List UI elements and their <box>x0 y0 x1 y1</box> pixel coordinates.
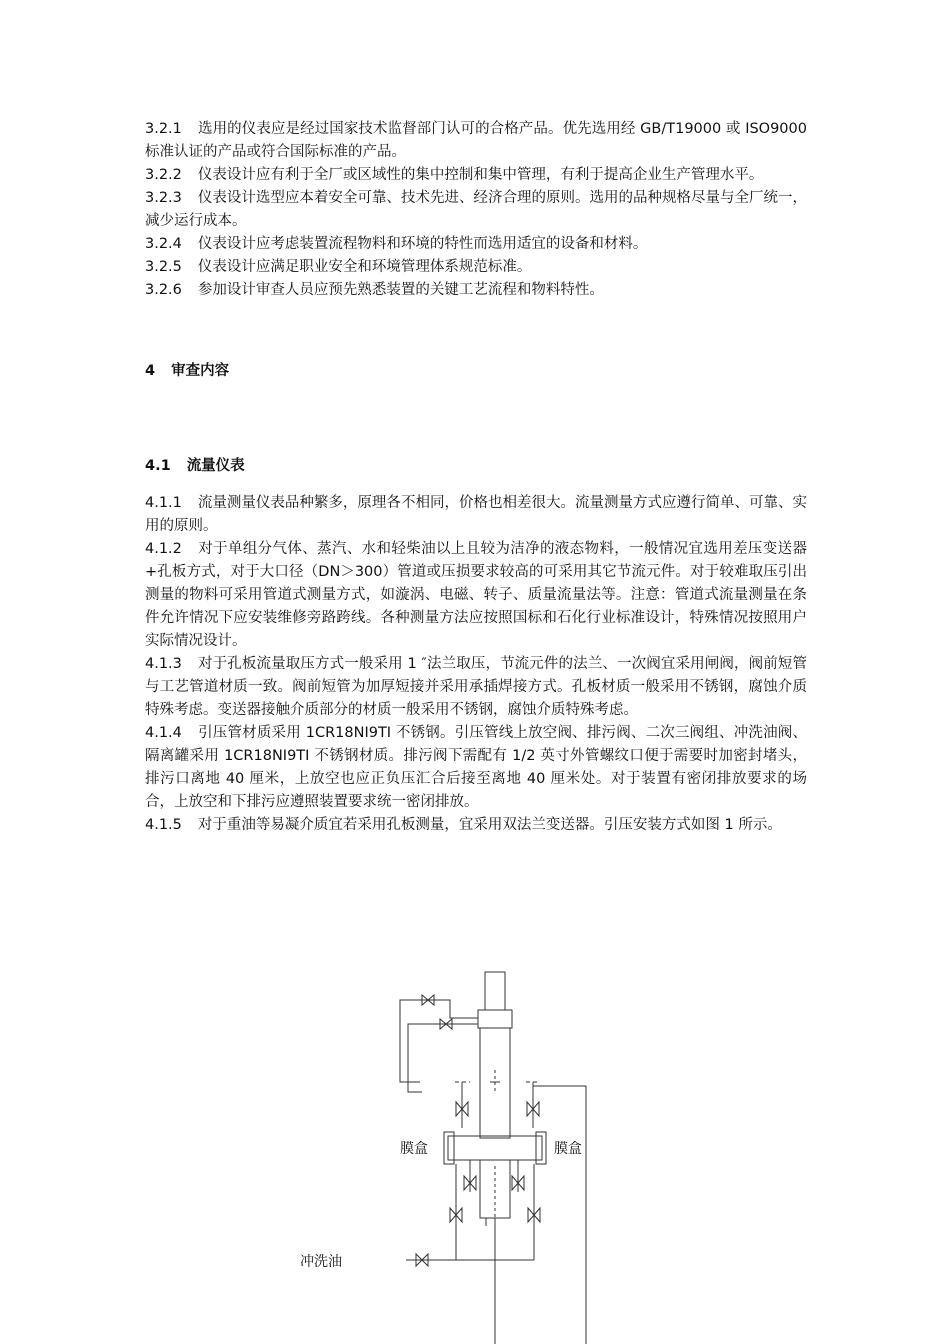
spacer <box>145 397 807 420</box>
capsule-right-label: 膜盒 <box>554 1141 582 1157</box>
capsule-left-label: 膜盒 <box>400 1141 428 1157</box>
spacer <box>145 302 807 325</box>
clause-number: 4.1.1 <box>145 495 182 511</box>
right-long-line <box>533 1086 586 1344</box>
clause-3-2-3 <box>145 187 807 233</box>
piping-diagram-svg <box>290 970 610 1344</box>
clause-3-2-5 <box>145 256 807 279</box>
clause-number: 4.1.2 <box>145 541 182 557</box>
flange-bar <box>448 1136 542 1160</box>
left-capsule <box>444 1132 454 1164</box>
clause-text: 选用的仪表应是经过国家技术监督部门认可的合格产品。优先选用经 GB/T19000 或 ISO9000 标准认证的产品或符合国际标准的产品。 <box>145 121 807 160</box>
section-title: 流量仪表 <box>186 457 245 474</box>
clause-text: 对于孔板流量取压方式一般采用 1 ″法兰取压，节流元件的法兰、一次阀宜采用闸阀，阀前短管与工艺管道材质一致。阀前短管为加厚短接并采用承插焊接方式。孔板材质一般采用不锈钢，腐蚀介质特殊考虑。变送器接触介质部分的材质一般采用不锈钢，腐蚀介质特殊考虑。 <box>145 656 807 718</box>
clause-text: 仪表设计应有利于全厂或区域性的集中控制和集中管理，有利于提高企业生产管理水平。 <box>197 167 764 183</box>
clause-text: 参加设计审查人员应预先熟悉装置的关键工艺流程和物料特性。 <box>197 282 604 298</box>
clause-text: 流量测量仪表品种繁多，原理各不相同，价格也相差很大。流量测量方式应遵行简单、可靠、实用的原则。 <box>145 495 807 534</box>
section-heading-4-1 <box>145 455 807 478</box>
clause-3-2-1 <box>145 118 807 164</box>
clause-3-2-2 <box>145 164 807 187</box>
clause-text: 引压管材质采用 1CR18NI9TI 不锈钢。引压管线上放空阀、排污阀、二次三阀组、冲洗油阀、隔离罐采用 1CR18NI9TI 不锈钢材质。排污阀下需配有 1/2 英寸外管螺纹口便于需要时加密封堵头，排污口离地 40 厘米，上放空也应正负压汇合后接至离地 40 厘米处。对于装置有密闭排放要求的场合，上放空和下排污应遵照装置要求统一密闭排放。 <box>145 725 807 810</box>
clause-number: 3.2.1 <box>145 121 182 137</box>
clause-number: 4.1.5 <box>145 817 182 833</box>
clause-number: 4.1.4 <box>145 725 182 741</box>
section-number: 4.1 <box>145 457 171 474</box>
clause-number: 4.1.3 <box>145 656 182 672</box>
transmitter-head <box>478 1010 512 1028</box>
pipe-top-section <box>485 972 505 1010</box>
clause-text: 仪表设计选型应本着安全可靠、技术先进、经济合理的原则。选用的品种规格尽量与全厂统一，减少运行成本。 <box>145 190 807 229</box>
clause-text: 仪表设计应考虑装置流程物料和环境的特性而选用适宜的设备和材料。 <box>197 236 648 252</box>
section-heading-4 <box>145 360 807 383</box>
clause-text: 仪表设计应满足职业安全和环境管理体系规范标准。 <box>197 259 532 275</box>
flush-oil-label: 冲洗油 <box>300 1254 342 1270</box>
right-capsule <box>536 1132 546 1164</box>
clause-number: 3.2.2 <box>145 167 182 183</box>
clause-4-1-1 <box>145 492 807 538</box>
installation-diagram <box>290 970 610 1344</box>
clause-4-1-4 <box>145 722 807 814</box>
spacer <box>145 420 807 440</box>
spacer <box>145 325 807 345</box>
clause-4-1-3 <box>145 653 807 722</box>
section-title: 审查内容 <box>171 362 230 379</box>
clause-number: 3.2.6 <box>145 282 182 298</box>
section-number: 4 <box>145 362 156 379</box>
document-body <box>145 118 807 837</box>
clause-number: 3.2.4 <box>145 236 182 252</box>
clause-number: 3.2.3 <box>145 190 182 206</box>
clause-text: 对于重油等易凝介质宜若采用孔板测量，宜采用双法兰变送器。引压安装方式如图 1 所示。 <box>197 817 782 833</box>
clause-4-1-5 <box>145 814 807 837</box>
clause-number: 3.2.5 <box>145 259 182 275</box>
clause-text: 对于单组分气体、蒸汽、水和轻柴油以上且较为洁净的液态物料，一般情况宜选用差压变送器+孔板方式，对于大口径（DN＞300）管道或压损要求较高的可采用其它节流元件。对于较难取压引出测量的物料可采用管道式测量方式，如漩涡、电磁、转子、质量流量法等。注意：管道式流量测量在条件允许情况下应安装维修旁路跨线。各种测量方法应按照国标和石化行业标准设计，特殊情况按照用户实际情况设计。 <box>145 541 807 649</box>
left-impulse-line <box>400 1000 478 1082</box>
clause-3-2-4 <box>145 233 807 256</box>
clause-4-1-2 <box>145 538 807 653</box>
clause-3-2-6 <box>145 279 807 302</box>
